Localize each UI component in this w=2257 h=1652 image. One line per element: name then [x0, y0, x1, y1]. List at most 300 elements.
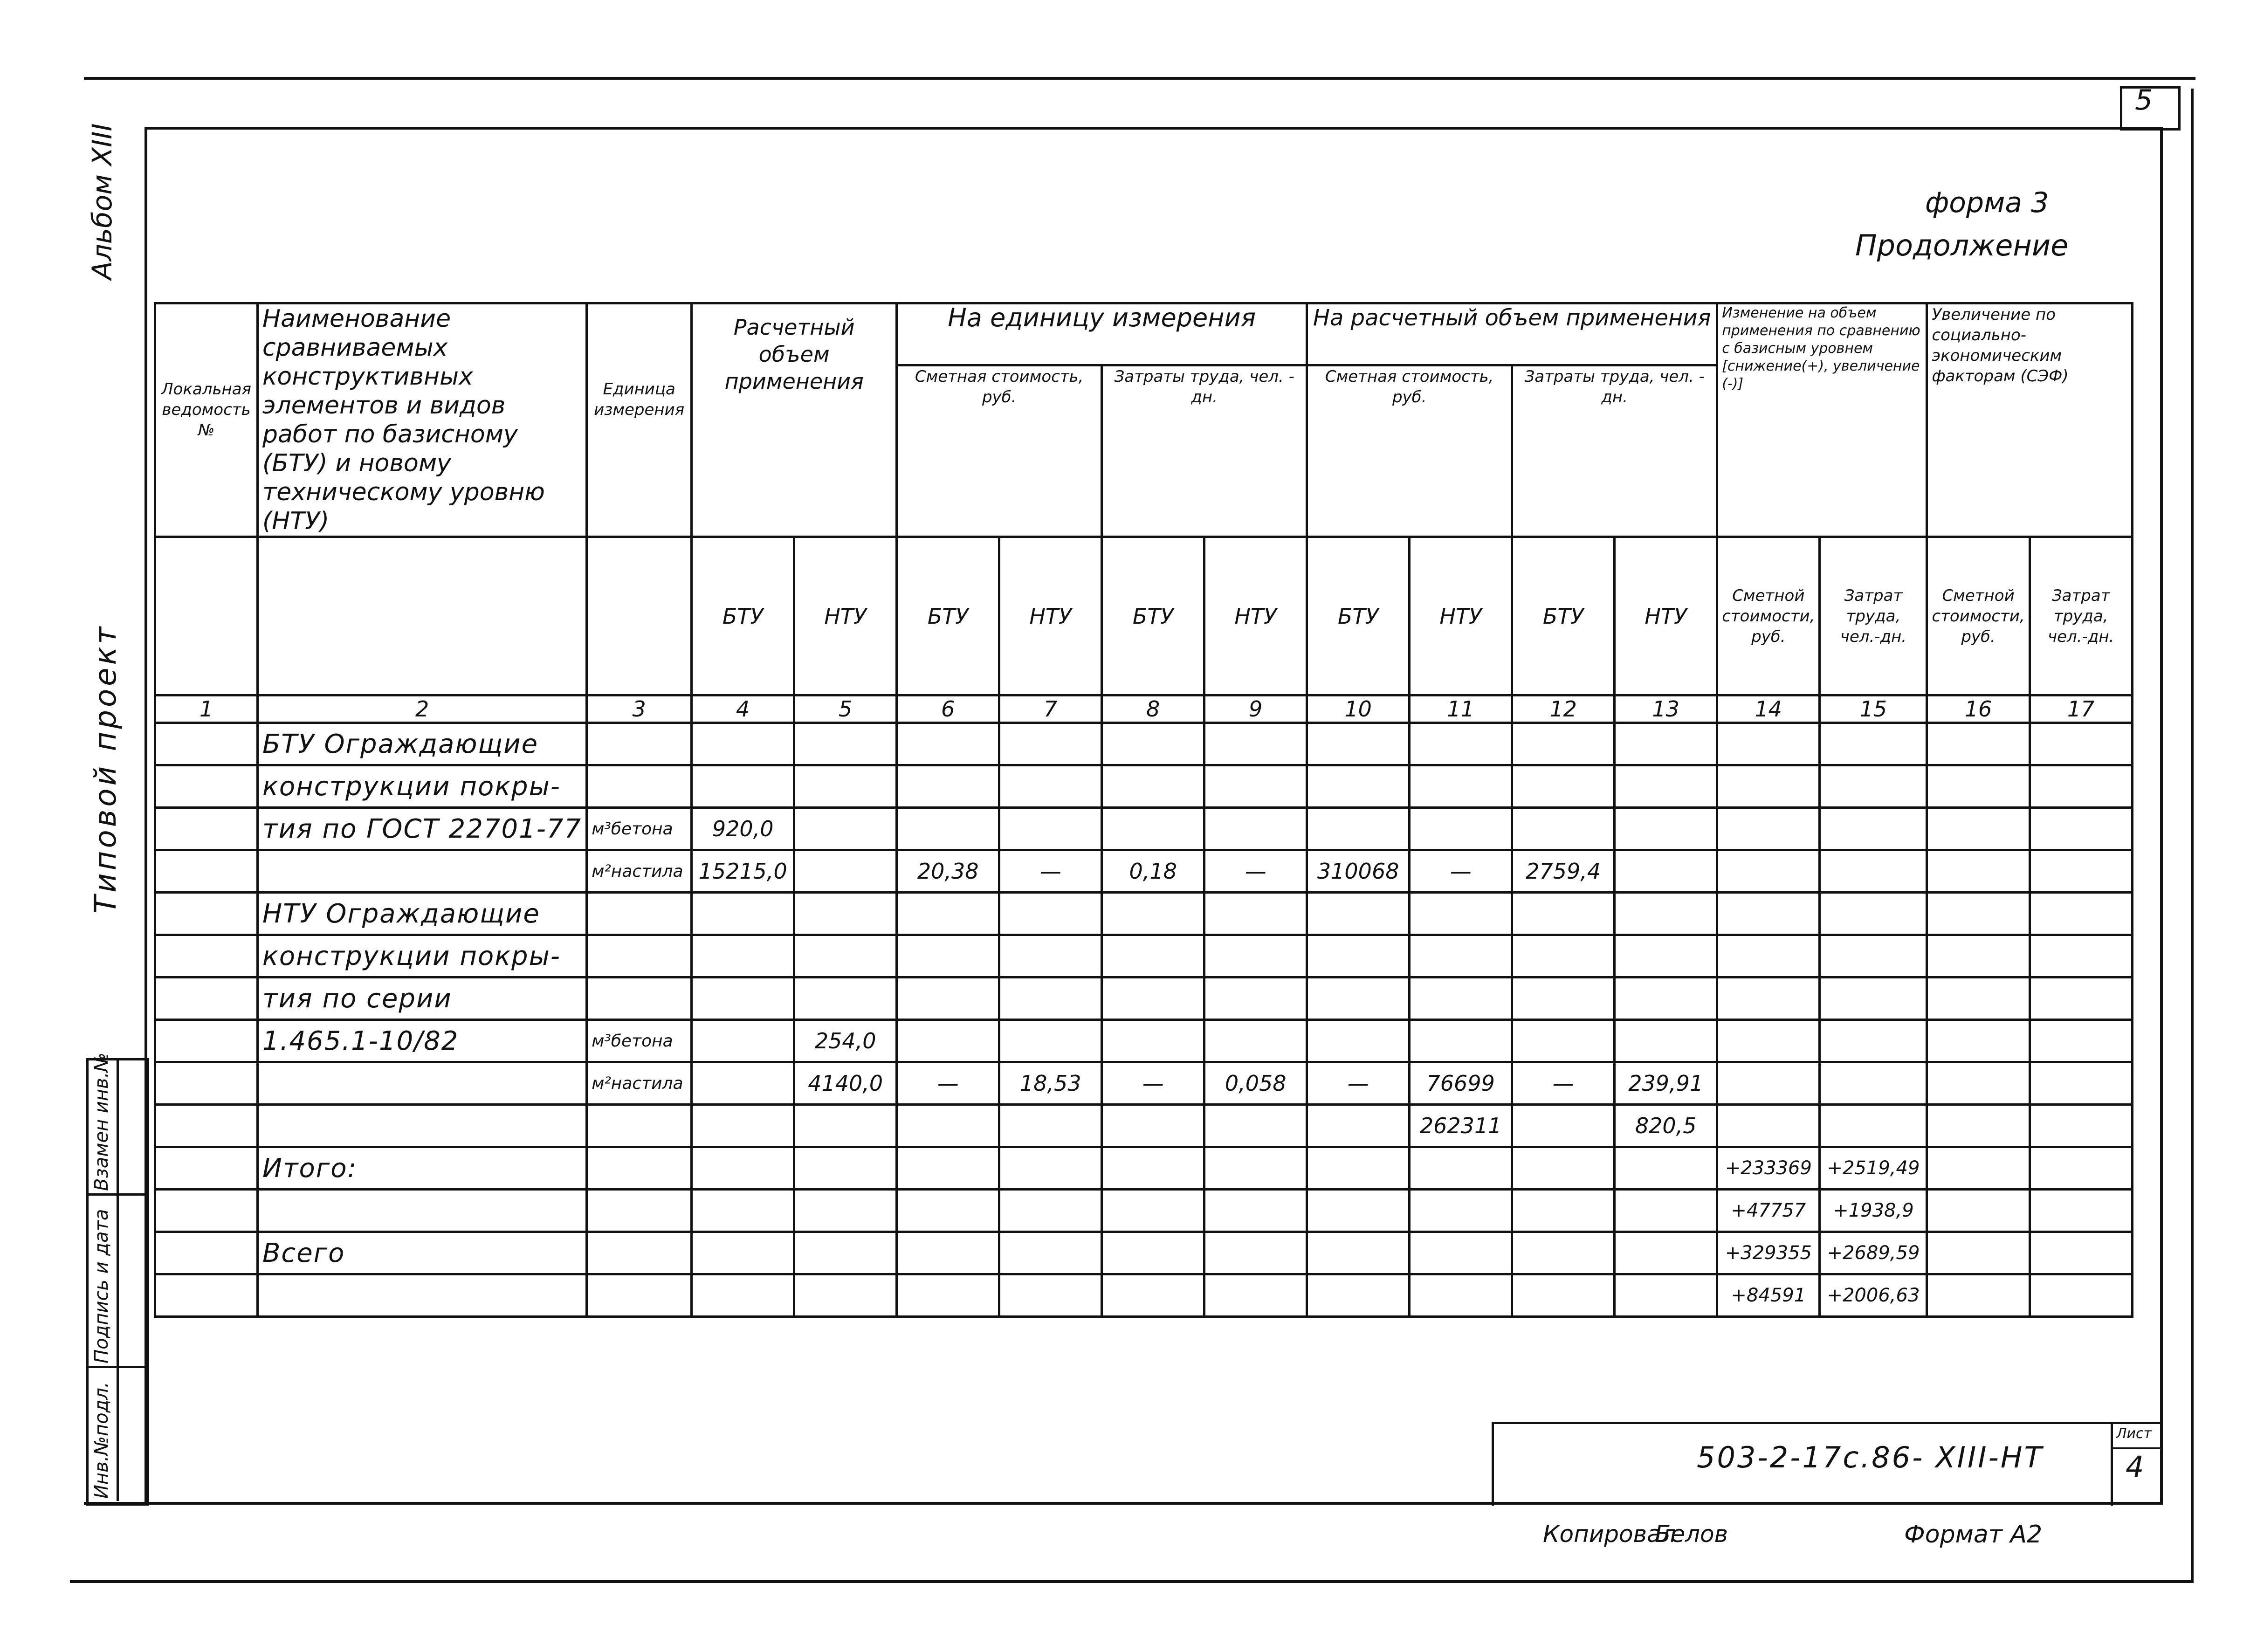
table-cell — [1820, 935, 1927, 977]
table-cell — [155, 1274, 258, 1317]
table-cell — [1102, 1147, 1204, 1190]
table-cell — [692, 1232, 794, 1274]
column-number: 16 — [1927, 695, 2030, 723]
table-cell: 76699 — [1410, 1062, 1512, 1105]
table-cell: +47757 — [1717, 1190, 1820, 1232]
inner-top-rule — [145, 127, 2163, 130]
header-btu: БТУ — [1512, 537, 1615, 695]
inner-right-rule — [2160, 127, 2163, 1502]
header-item-name: Наименование сравниваемых конструктивных элементов и видов работ по базисному (БТУ) и новому техническому уровню (НТУ) — [258, 303, 587, 537]
table-cell — [1820, 850, 1927, 893]
stamp-label-replace: Взамен инв.№ — [91, 1053, 112, 1191]
table-cell — [1102, 808, 1204, 850]
table-cell — [1410, 977, 1512, 1020]
table-cell: — — [1102, 1062, 1204, 1105]
table-cell — [1820, 1062, 1927, 1105]
table-cell — [1820, 893, 1927, 935]
table-cell — [897, 977, 999, 1020]
header-change-labor: Затрат труда, чел.-дн. — [1820, 537, 1927, 695]
table-cell — [692, 935, 794, 977]
table-cell — [794, 1190, 897, 1232]
table-cell — [1204, 893, 1307, 935]
table-row — [155, 935, 2133, 977]
table-cell — [258, 1190, 587, 1232]
table-cell — [587, 1147, 692, 1190]
header-change-cost: Сметной стоимости, руб. — [1717, 537, 1820, 695]
table-cell — [587, 723, 692, 765]
side-stamp-line — [117, 1058, 119, 1501]
table-cell — [155, 893, 258, 935]
table-cell — [1307, 1190, 1410, 1232]
header-total-cost: Сметная стоимость, руб. — [1307, 365, 1512, 537]
table-cell — [2030, 1105, 2132, 1147]
side-stamp-div2 — [86, 1366, 145, 1368]
header-unit-cost: Сметная стоимость, руб. — [897, 365, 1102, 537]
table-row — [155, 1105, 2133, 1147]
table-cell — [2030, 1190, 2132, 1232]
table-cell — [1615, 1147, 1717, 1190]
table-cell: 2759,4 — [1512, 850, 1615, 893]
table-cell — [2030, 977, 2132, 1020]
table-cell — [794, 723, 897, 765]
table-cell — [1512, 723, 1615, 765]
table-cell — [2030, 1232, 2132, 1274]
table-cell — [1410, 808, 1512, 850]
header-sef-labor: Затрат труда, чел.-дн. — [2030, 537, 2132, 695]
table-cell: 820,5 — [1615, 1105, 1717, 1147]
header-per-unit: На единицу измерения — [897, 303, 1307, 365]
table-cell — [155, 1232, 258, 1274]
table-cell — [897, 935, 999, 977]
table-cell — [1102, 1105, 1204, 1147]
table-cell — [794, 1274, 897, 1317]
table-cell: Всего — [258, 1232, 587, 1274]
table-cell: м²настила — [587, 1062, 692, 1105]
table-cell — [897, 1274, 999, 1317]
table-cell — [1512, 808, 1615, 850]
top-rule — [84, 77, 2195, 80]
document-code: 503-2-17с.86- XIII-НТ — [1697, 1440, 2044, 1474]
table-cell — [1410, 1274, 1512, 1317]
column-number: 7 — [999, 695, 1102, 723]
table-cell: — — [1410, 850, 1512, 893]
table-cell: — — [999, 850, 1102, 893]
table-cell — [897, 893, 999, 935]
table-cell — [999, 893, 1102, 935]
table-cell — [1820, 1020, 1927, 1062]
table-cell: 0,058 — [1204, 1062, 1307, 1105]
table-cell: 310068 — [1307, 850, 1410, 893]
table-cell — [1927, 723, 2030, 765]
table-cell — [1410, 723, 1512, 765]
form-label: форма 3 — [1925, 186, 2049, 219]
table-cell — [1410, 1147, 1512, 1190]
table-cell — [1102, 1190, 1204, 1232]
table-cell — [2030, 1062, 2132, 1105]
table-cell — [999, 723, 1102, 765]
table-cell — [1615, 1274, 1717, 1317]
table-cell — [1717, 765, 1820, 808]
table-cell — [587, 1190, 692, 1232]
table-cell — [2030, 765, 2132, 808]
table-cell — [1307, 1105, 1410, 1147]
table-cell — [999, 1147, 1102, 1190]
table-cell: м³бетона — [587, 808, 692, 850]
column-number: 9 — [1204, 695, 1307, 723]
table-cell: 0,18 — [1102, 850, 1204, 893]
table-cell — [258, 1105, 587, 1147]
column-number: 2 — [258, 695, 587, 723]
table-cell — [692, 893, 794, 935]
table-cell — [794, 850, 897, 893]
header-unit-labor: Затраты труда, чел. - дн. — [1102, 365, 1307, 537]
table-cell — [1512, 893, 1615, 935]
table-cell: 262311 — [1410, 1105, 1512, 1147]
header-change: Изменение на объем применения по сравнению с базисным уровнем [снижение(+), увеличение (-)] — [1717, 303, 1927, 537]
table-cell — [692, 765, 794, 808]
header-unit: Единица измерения — [587, 303, 692, 537]
project-label: Типовой проект — [89, 624, 123, 914]
table-cell — [1512, 1105, 1615, 1147]
table-cell — [1102, 1020, 1204, 1062]
column-number: 17 — [2030, 695, 2132, 723]
table-cell: +2519,49 — [1820, 1147, 1927, 1190]
column-number: 4 — [692, 695, 794, 723]
table-cell — [1410, 1190, 1512, 1232]
table-cell — [155, 1105, 258, 1147]
table-cell — [155, 765, 258, 808]
table-cell — [692, 1020, 794, 1062]
table-cell — [1820, 723, 1927, 765]
side-stamp-div1 — [86, 1193, 145, 1196]
copier-name: Белов — [1655, 1521, 1728, 1548]
table-cell — [794, 1105, 897, 1147]
column-number: 10 — [1307, 695, 1410, 723]
table-row — [155, 850, 2133, 893]
table-cell — [2030, 723, 2132, 765]
format-label: Формат А2 — [1904, 1521, 2043, 1549]
table-cell — [999, 1190, 1102, 1232]
table-cell — [1204, 765, 1307, 808]
table-cell — [258, 850, 587, 893]
table-cell — [794, 808, 897, 850]
table-cell — [1927, 1232, 2030, 1274]
table-cell — [897, 1105, 999, 1147]
table-row — [155, 977, 2133, 1020]
table-row — [155, 1020, 2133, 1062]
table-cell — [897, 1147, 999, 1190]
table-cell — [1717, 808, 1820, 850]
table-cell — [1927, 1020, 2030, 1062]
sheet-number: 4 — [2126, 1450, 2144, 1484]
table-cell — [999, 1105, 1102, 1147]
column-number: 13 — [1615, 695, 1717, 723]
column-number: 6 — [897, 695, 999, 723]
table-cell — [1717, 935, 1820, 977]
table-cell — [2030, 808, 2132, 850]
table-cell — [1204, 723, 1307, 765]
table-cell — [1615, 1232, 1717, 1274]
table-cell — [258, 1274, 587, 1317]
table-cell — [1615, 808, 1717, 850]
column-number: 15 — [1820, 695, 1927, 723]
table-cell — [1717, 1105, 1820, 1147]
table-cell — [794, 1232, 897, 1274]
table-cell — [1410, 765, 1512, 808]
table-cell — [1410, 935, 1512, 977]
table-cell — [587, 1274, 692, 1317]
table-cell — [1102, 977, 1204, 1020]
table-cell — [1307, 935, 1410, 977]
table-cell — [155, 723, 258, 765]
table-cell — [1307, 765, 1410, 808]
table-cell — [1717, 850, 1820, 893]
table-cell — [1307, 723, 1410, 765]
table-row — [155, 893, 2133, 935]
header-sef-cost: Сметной стоимости, руб. — [1927, 537, 2030, 695]
table-cell — [1927, 935, 2030, 977]
table-cell — [794, 1147, 897, 1190]
table-row — [155, 1232, 2133, 1274]
table-cell — [1615, 935, 1717, 977]
table-cell — [1927, 893, 2030, 935]
header-btu: БТУ — [1102, 537, 1204, 695]
table-cell — [1927, 765, 2030, 808]
outer-right-rule — [2191, 89, 2194, 1580]
column-number-row — [155, 695, 2133, 723]
table-cell: Итого: — [258, 1147, 587, 1190]
table-cell — [1615, 765, 1717, 808]
header-btu: БТУ — [1307, 537, 1410, 695]
table-cell — [2030, 850, 2132, 893]
table-cell — [1927, 808, 2030, 850]
table-cell — [1820, 808, 1927, 850]
sheet-box-divider — [2111, 1447, 2161, 1449]
table-cell: +233369 — [1717, 1147, 1820, 1190]
table-row — [155, 1190, 2133, 1232]
table-cell: БТУ Ограждающие — [258, 723, 587, 765]
table-cell — [2030, 935, 2132, 977]
column-number: 8 — [1102, 695, 1204, 723]
header-local-statement: Локальная ведомость № — [155, 303, 258, 537]
header-ntu: НТУ — [1410, 537, 1512, 695]
table-cell — [2030, 893, 2132, 935]
table-cell: 920,0 — [692, 808, 794, 850]
table-cell — [794, 765, 897, 808]
column-number: 12 — [1512, 695, 1615, 723]
table-cell — [897, 1232, 999, 1274]
header-ntu: НТУ — [1204, 537, 1307, 695]
table-cell — [1512, 765, 1615, 808]
table-cell — [587, 1105, 692, 1147]
table-cell — [2030, 1274, 2132, 1317]
table-cell — [155, 850, 258, 893]
table-cell — [1927, 1274, 2030, 1317]
table-cell — [1512, 1232, 1615, 1274]
form-continuation: Продолжение — [1855, 228, 2069, 262]
stamp-label-inv: Инв.№подл. — [91, 1382, 112, 1499]
table-cell — [1512, 977, 1615, 1020]
table-cell — [155, 1020, 258, 1062]
table-row — [155, 808, 2133, 850]
header-btu: БТУ — [692, 537, 794, 695]
table-cell: 254,0 — [794, 1020, 897, 1062]
table-cell — [1410, 1232, 1512, 1274]
table-cell — [1615, 893, 1717, 935]
table-cell — [692, 1147, 794, 1190]
header-sef: Увеличение по социально-экономическим факторам (СЭФ) — [1927, 303, 2132, 537]
table-cell — [587, 977, 692, 1020]
table-row — [155, 723, 2133, 765]
table-cell — [897, 808, 999, 850]
table-cell — [1102, 893, 1204, 935]
table-cell — [155, 1062, 258, 1105]
table-cell — [1204, 1105, 1307, 1147]
table-cell: 1.465.1-10/82 — [258, 1020, 587, 1062]
table-cell — [1204, 1190, 1307, 1232]
table-cell — [692, 1105, 794, 1147]
table-cell — [999, 1020, 1102, 1062]
table-cell — [1102, 1232, 1204, 1274]
table-cell — [1410, 893, 1512, 935]
table-cell — [1307, 977, 1410, 1020]
table-cell — [1927, 1105, 2030, 1147]
table-cell: +2006,63 — [1820, 1274, 1927, 1317]
table-cell — [1512, 1274, 1615, 1317]
table-cell — [1204, 977, 1307, 1020]
table-cell — [999, 765, 1102, 808]
table-cell — [155, 935, 258, 977]
table-cell — [1512, 935, 1615, 977]
header-ntu: НТУ — [1615, 537, 1717, 695]
table-cell — [2030, 1020, 2132, 1062]
album-label: Альбом XIII — [86, 123, 118, 280]
column-number: 11 — [1410, 695, 1512, 723]
table-cell — [897, 765, 999, 808]
table-cell: +1938,9 — [1820, 1190, 1927, 1232]
table-cell — [1927, 850, 2030, 893]
comparison-table — [154, 302, 2133, 1318]
table-cell — [155, 1190, 258, 1232]
table-cell: м²настила — [587, 850, 692, 893]
table-cell: 15215,0 — [692, 850, 794, 893]
table-cell — [1307, 808, 1410, 850]
table-cell: 239,91 — [1615, 1062, 1717, 1105]
table-cell — [897, 1020, 999, 1062]
column-number: 5 — [794, 695, 897, 723]
table-cell — [897, 1190, 999, 1232]
column-number: 14 — [1717, 695, 1820, 723]
table-cell — [1307, 1232, 1410, 1274]
table-cell — [1927, 1190, 2030, 1232]
table-cell: 20,38 — [897, 850, 999, 893]
header-ntu: НТУ — [999, 537, 1102, 695]
table-cell: — — [1204, 850, 1307, 893]
header-volume: Расчетный объем применения — [692, 303, 897, 537]
table-cell — [794, 935, 897, 977]
table-cell — [155, 808, 258, 850]
table-cell — [1204, 1232, 1307, 1274]
table-row — [155, 1147, 2133, 1190]
sheet-label: Лист — [2116, 1425, 2152, 1442]
table-row — [155, 1062, 2133, 1105]
table-cell — [1204, 935, 1307, 977]
table-cell: конструкции покры- — [258, 765, 587, 808]
table-cell — [692, 1062, 794, 1105]
table-row — [155, 765, 2133, 808]
table-cell — [692, 977, 794, 1020]
table-cell — [999, 977, 1102, 1020]
table-cell — [1102, 1274, 1204, 1317]
table-cell — [1927, 977, 2030, 1020]
table-cell — [692, 723, 794, 765]
table-cell — [1927, 1062, 2030, 1105]
table-cell: +84591 — [1717, 1274, 1820, 1317]
table-cell: 4140,0 — [794, 1062, 897, 1105]
table-cell: +329355 — [1717, 1232, 1820, 1274]
table-cell — [1204, 1147, 1307, 1190]
table-cell — [1410, 1020, 1512, 1062]
column-number: 1 — [155, 695, 258, 723]
table-cell — [1204, 1020, 1307, 1062]
page-number: 5 — [2135, 84, 2153, 117]
outer-bottom-rule — [70, 1580, 2194, 1583]
table-cell: тия по ГОСТ 22701-77 — [258, 808, 587, 850]
table-cell — [1820, 977, 1927, 1020]
table-cell — [1102, 765, 1204, 808]
table-cell — [1927, 1147, 2030, 1190]
table-cell — [794, 977, 897, 1020]
table-cell — [794, 893, 897, 935]
table-cell — [1512, 1020, 1615, 1062]
table-cell — [1615, 850, 1717, 893]
table-cell — [1717, 977, 1820, 1020]
table-cell — [1307, 1020, 1410, 1062]
table-cell — [1307, 1274, 1410, 1317]
table-cell — [1102, 723, 1204, 765]
table-cell — [999, 808, 1102, 850]
table-cell — [1615, 723, 1717, 765]
table-cell — [1615, 1190, 1717, 1232]
table-cell — [155, 1147, 258, 1190]
column-number: 3 — [587, 695, 692, 723]
table-cell — [999, 935, 1102, 977]
table-cell: +2689,59 — [1820, 1232, 1927, 1274]
table-cell — [1512, 1147, 1615, 1190]
stamp-label-sign: Подпись и дата — [91, 1209, 112, 1363]
table-cell — [587, 1232, 692, 1274]
table-cell — [1204, 1274, 1307, 1317]
table-cell: 18,53 — [999, 1062, 1102, 1105]
table-cell — [1512, 1190, 1615, 1232]
table-row — [155, 1274, 2133, 1317]
table-cell: тия по серии — [258, 977, 587, 1020]
table-cell: — — [1512, 1062, 1615, 1105]
table-cell — [1820, 765, 1927, 808]
table-cell — [258, 1062, 587, 1105]
table-cell — [1307, 893, 1410, 935]
table-cell — [1204, 808, 1307, 850]
table-cell — [1820, 1105, 1927, 1147]
copied-label: Копировал — [1543, 1521, 1676, 1548]
table-cell — [1307, 1147, 1410, 1190]
table-cell: конструкции покры- — [258, 935, 587, 977]
table-cell — [999, 1274, 1102, 1317]
table-cell — [692, 1190, 794, 1232]
table-cell: НТУ Ограждающие — [258, 893, 587, 935]
table-cell: м³бетона — [587, 1020, 692, 1062]
table-cell — [1717, 893, 1820, 935]
